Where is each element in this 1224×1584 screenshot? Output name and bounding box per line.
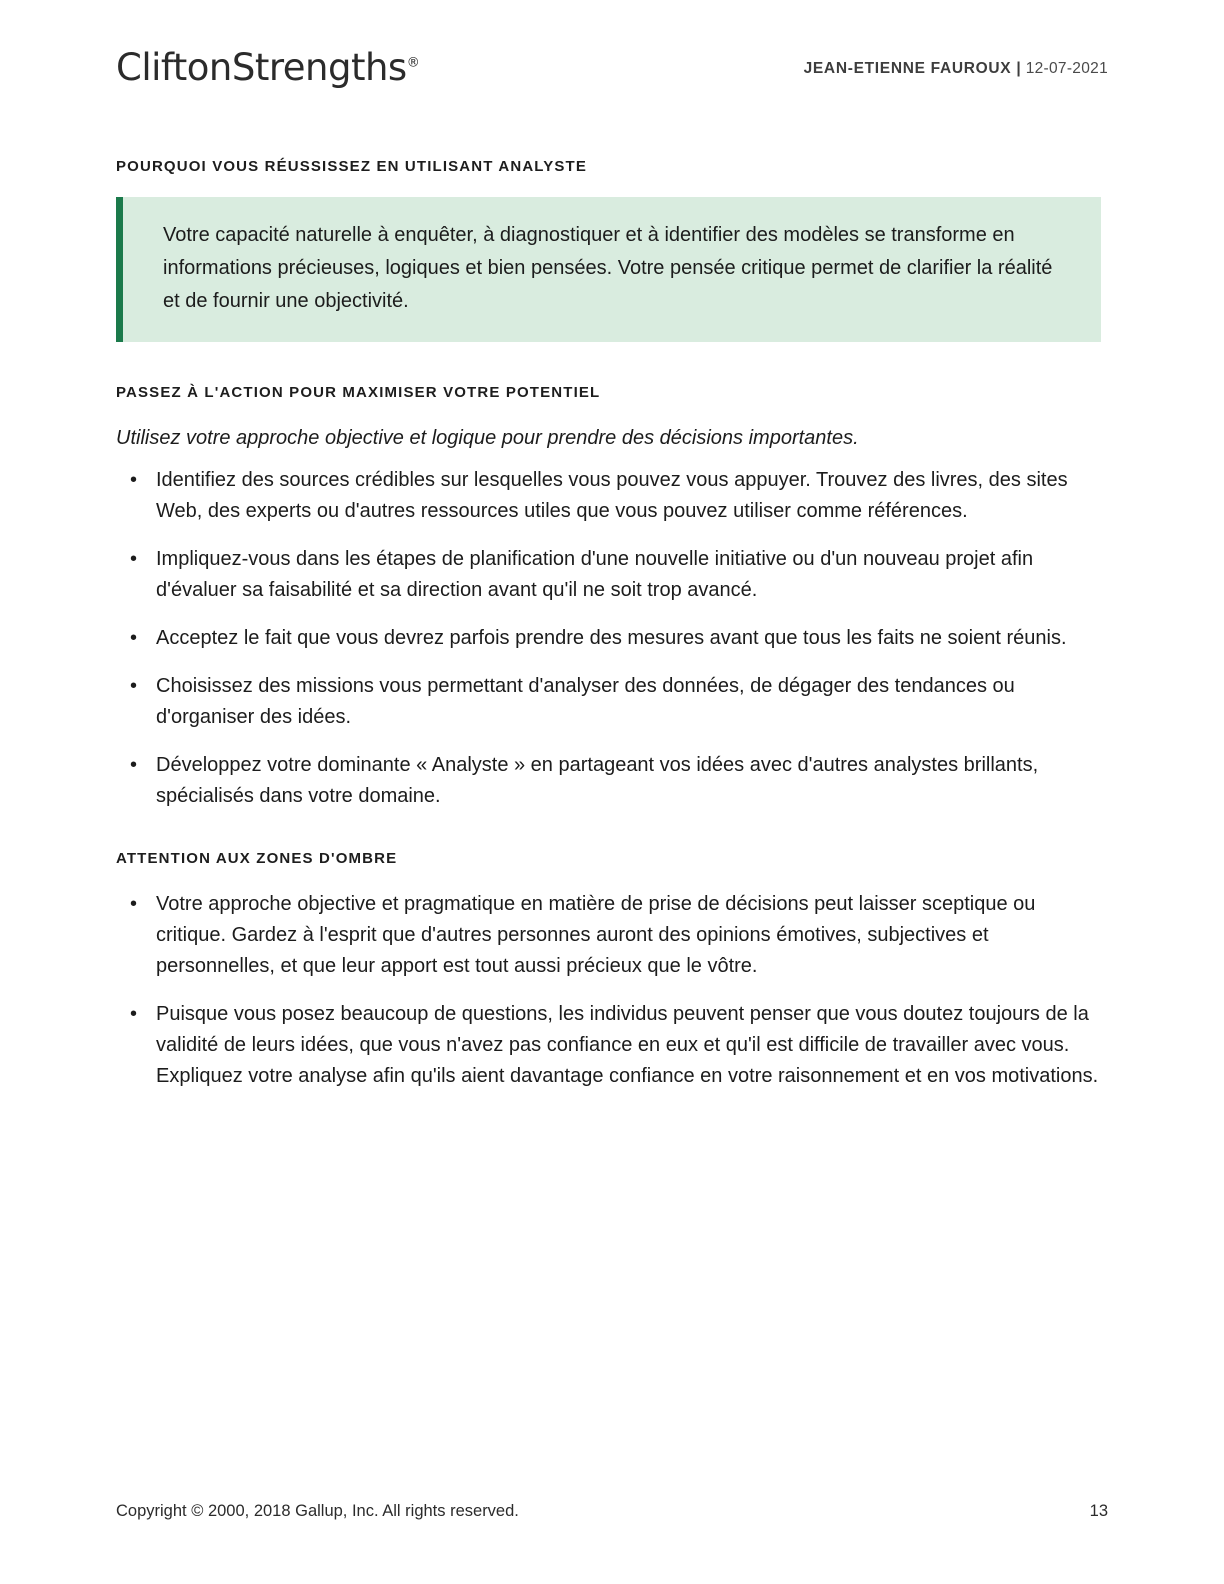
copyright-text: Copyright © 2000, 2018 Gallup, Inc. All rights reserved.	[116, 1502, 519, 1520]
list-item: • Impliquez-vous dans les étapes de planification d'une nouvelle initiative ou d'un nouveau projet afin d'évaluer sa faisabilité et sa direction avant qu'il ne soit trop avancé.	[116, 544, 1101, 606]
list-item: • Développez votre dominante « Analyste » en partageant vos idées avec d'autres analystes brillants, spécialisés dans votre domaine.	[116, 750, 1101, 812]
page-number: 13	[1089, 1502, 1108, 1520]
take-action-list	[116, 465, 1101, 812]
page-footer	[116, 1502, 1108, 1526]
blind-spots-list	[116, 889, 1101, 1092]
callout-text: Votre capacité naturelle à enquêter, à diagnostiquer et à identifier des modèles se transforme en informations précieuses, logiques et bien pensées. Votre pensée critique permet de clarifier la réalité et de fournir une objectivité.	[163, 224, 1053, 312]
section-title-blind-spots: ATTENTION AUX ZONES D'OMBRE	[116, 850, 398, 867]
logo-text: CliftonStrengths	[116, 46, 407, 89]
list-item: • Acceptez le fait que vous devrez parfois prendre des mesures avant que tous les faits ne soient réunis.	[116, 623, 1101, 654]
list-item: • Votre approche objective et pragmatique en matière de prise de décisions peut laisser sceptique ou critique. Gardez à l'esprit que d'autres personnes auront des opinions émotives, subjectives et personnelles, et que leur apport est tout aussi précieux que le vôtre.	[116, 889, 1101, 982]
take-action-lead: Utilisez votre approche objective et logique pour prendre des décisions importantes.	[116, 427, 859, 449]
list-item: • Choisissez des missions vous permettant d'analyser des données, de dégager des tendances ou d'organiser des idées.	[116, 671, 1101, 733]
section-title-why-you-succeed: POURQUOI VOUS RÉUSSISSEZ EN UTILISANT ANALYSTE	[116, 158, 588, 175]
report-date: 12-07-2021	[1025, 60, 1108, 77]
user-name: JEAN-ETIENNE FAUROUX |	[803, 60, 1022, 77]
page-content	[116, 158, 1101, 1109]
header-meta	[804, 60, 1108, 78]
list-item: • Puisque vous posez beaucoup de questions, les individus peuvent penser que vous doutez toujours de la validité de leurs idées, que vous n'avez pas confiance en eux et qu'il est difficile de travailler avec vous. Expliquez votre analyse afin qu'ils aient davantage confiance en votre raisonnement et en vos motivations.	[116, 999, 1101, 1092]
cliftonstrengths-logo	[116, 46, 420, 89]
highlight-callout	[116, 197, 1101, 342]
section-title-take-action: PASSEZ À L'ACTION POUR MAXIMISER VOTRE POTENTIEL	[116, 384, 601, 401]
registered-trademark-icon: ®	[406, 55, 420, 71]
page-header	[116, 40, 1108, 100]
list-item: • Identifiez des sources crédibles sur lesquelles vous pouvez vous appuyer. Trouvez des livres, des sites Web, des experts ou d'autres ressources utiles que vous pouvez utiliser comme références.	[116, 465, 1101, 527]
